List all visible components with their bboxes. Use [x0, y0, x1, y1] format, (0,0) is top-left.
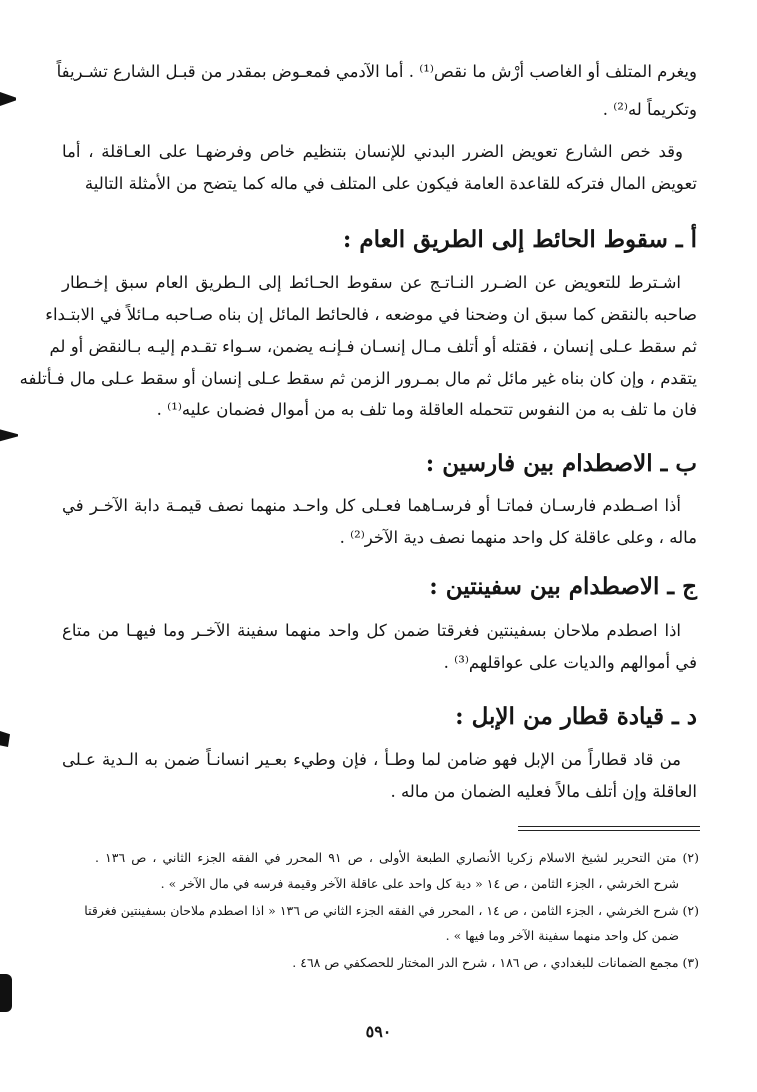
- text-line: أذا اصـطدم فارسـان فماتـا أو فرسـاهما فعـلى كل واحـد منهما نصف قيمـة دابة الآخـر في: [62, 496, 681, 515]
- footnote-line: (٢) متن التحرير لشيخ الاسلام زكريا الأنصاري الطبعة الأولى ، ص ٩١ المحرر في الفقه الجزء الثاني ، ص ١٣٦ .: [95, 850, 699, 865]
- footnote-line: (٢) شرح الخرشي ، الجزء الثامن ، ص ١٤ ، المحرر في الفقه الجزء الثاني ص ١٣٦ « اذا اصطدم ملاحان بسفينتين فغرقتا: [84, 903, 699, 918]
- footnote-separator: [518, 830, 700, 831]
- footnote-line: ضمن كل واحد منهما سفينة الآخر وما فيها » .: [445, 928, 679, 943]
- section-heading: أ ـ سقوط الحائط إلى الطريق العام :: [342, 226, 697, 253]
- footnote-line: (٣) مجمع الضمانات للبغدادي ، ص ١٨٦ ، شرح الدر المختار للحصكفي ص ٤٦٨ .: [292, 955, 699, 970]
- scan-mark: [0, 731, 10, 747]
- footnote-separator: [518, 826, 700, 827]
- text-line: تعويض المال فتركه للقاعدة العامة فيكون على المتلف في ماله كما يتضح من الأمثلة التالية: [84, 174, 697, 193]
- text-line: فان ما تلف به من النفوس تتحمله العاقلة وما تلف به من أموال فضمان عليه⁽¹⁾ .: [156, 400, 697, 419]
- scan-mark: [0, 974, 12, 1012]
- text-line: العاقلة وإن أتلف مالاً فعليه الضمان من ماله .: [390, 782, 697, 801]
- footnote-line: شرح الخرشي ، الجزء الثامن ، ص ١٤ « دية كل واحد على عاقلة الآخر وقيمة فرسه في مال الآخر » .: [160, 876, 679, 891]
- page-number: ٥٩٠: [365, 1022, 392, 1041]
- text-line: ثم سقط عـلى إنسان ، فقتله أو أتلف مـال إنسـان فـإنـه يضمن، سـواء تقـدم إليـه بـالنقض أو لم: [49, 337, 697, 356]
- text-line: وقد خص الشارع تعويض الضرر البدني للإنسان بتنظيم خاص وفرضهـا على العـاقلة ، أما: [62, 142, 683, 161]
- text-line: صاحبه بالنقض كما سبق ان وضحنا في موضعه ، فالحائط المائل إن بناه صـاحبه مـائلاً في الابتـداء: [45, 305, 697, 324]
- text-line: ويغرم المتلف أو الغاصب أرْش ما نقص⁽¹⁾ . أما الآدمي فمعـوض بمقدر من قبـل الشارع تشـريفاً: [56, 62, 697, 81]
- text-line: يتقدم ، وإن كان بناه غير مائل ثم مال بمـرور الزمن ثم سقط عـلى إنسان أو سقط عـلى مال فـأتلفه: [19, 369, 697, 388]
- section-heading: ب ـ الاصطدام بين فارسين :: [425, 450, 697, 477]
- section-heading: د ـ قيادة قطار من الإبل :: [455, 703, 697, 730]
- scan-mark: [0, 428, 18, 442]
- text-line: اشـترط للتعويض عن الضـرر النـاتـج عن سقوط الحـائط إلى الـطريق العام سبق إخـطار: [62, 273, 681, 292]
- text-line: ماله ، وعلى عاقلة كل واحد منهما نصف دية الآخر⁽²⁾ .: [339, 528, 697, 547]
- text-line: وتكريماً له⁽²⁾ .: [602, 100, 697, 119]
- text-line: اذا اصطدم ملاحان بسفينتين فغرقتا ضمن كل واحد منهما سفينة الآخـر وما فيهـا من متاع: [62, 621, 681, 640]
- text-line: من قاد قطاراً من الإبل فهو ضامن لما وطـأ ، فإن وطيء بعـير انسانـاً ضمن به الـدية عـلى: [62, 750, 681, 769]
- scan-mark: [0, 92, 16, 106]
- section-heading: ج ـ الاصطدام بين سفينتين :: [429, 573, 697, 600]
- text-line: في أموالهم والديات على عواقلهم⁽³⁾ .: [443, 653, 697, 672]
